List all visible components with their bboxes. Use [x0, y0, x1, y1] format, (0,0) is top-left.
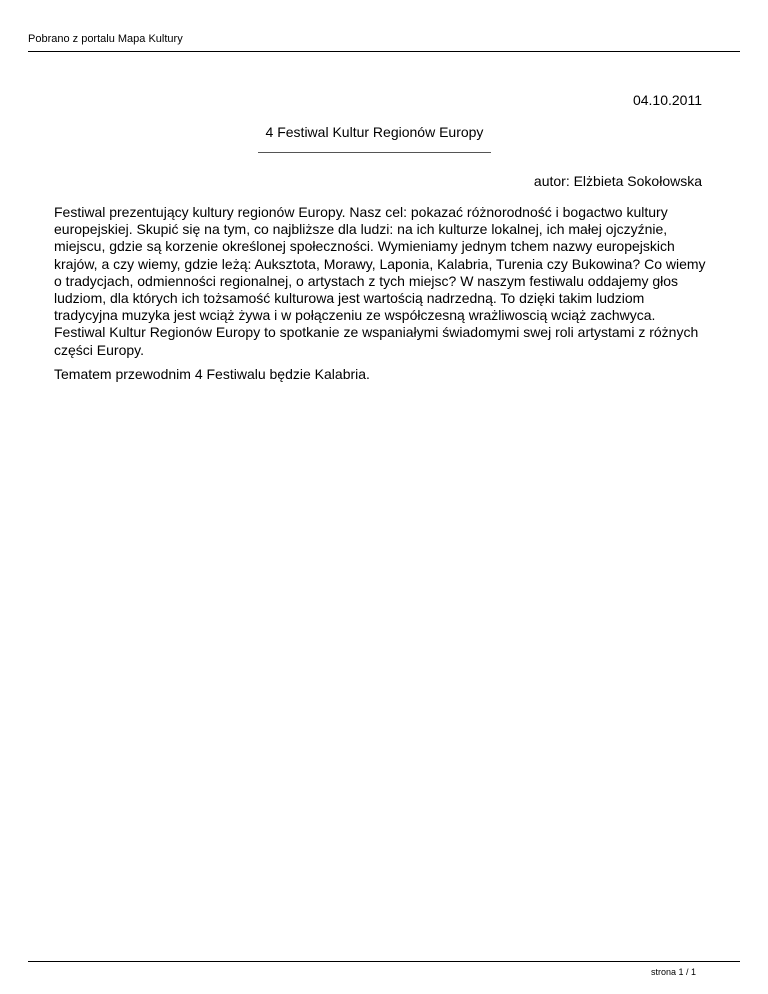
article-paragraph: Festiwal prezentujący kultury regionów Europy. Nasz cel: pokazać różnorodność i bogactwo kultury europejskiej. Skupić się na tym, co najbliższe dla ludzi: na ich kulturze lokalnej, ich małej ojczyźnie, miejscu, gdzie są korzenie określonej społeczności. Wymieniamy jednym tchem nazwy europejskich krajów, a czy wiemy, gdzie leżą: Auksztota, Morawy, Laponia, Kalabria, Turenia czy Bukowina? Co wiemy o tradycjach, odmienności regionalnej, o artystach z tych miejsc? W naszym festiwalu oddajemy głos ludziom, dla których ich tożsamość kulturowa jest wartością nadrzedną. To dzięki takim ludziom tradycyjna muzyka jest wciąż żywa i w połączeniu ze współczesną wrażliwoscią wciąż zachwyca. Festiwal Kultur Regionów Europy to spotkanie ze wspaniałymi świadomymi swej roli artystami z różnych części Europy.	[54, 204, 706, 358]
title-underline	[258, 152, 491, 153]
page-header-source: Pobrano z portalu Mapa Kultury	[28, 33, 183, 45]
header-divider	[28, 51, 740, 52]
article-paragraph: Tematem przewodnim 4 Festiwalu będzie Kalabria.	[54, 366, 370, 382]
article-date: 04.10.2011	[632, 92, 702, 108]
article-author: autor: Elżbieta Sokołowska	[533, 173, 702, 189]
footer-divider	[28, 961, 740, 962]
article-title: 4 Festiwal Kultur Regionów Europy	[265, 124, 484, 140]
page-number: strona 1 / 1	[650, 967, 696, 977]
